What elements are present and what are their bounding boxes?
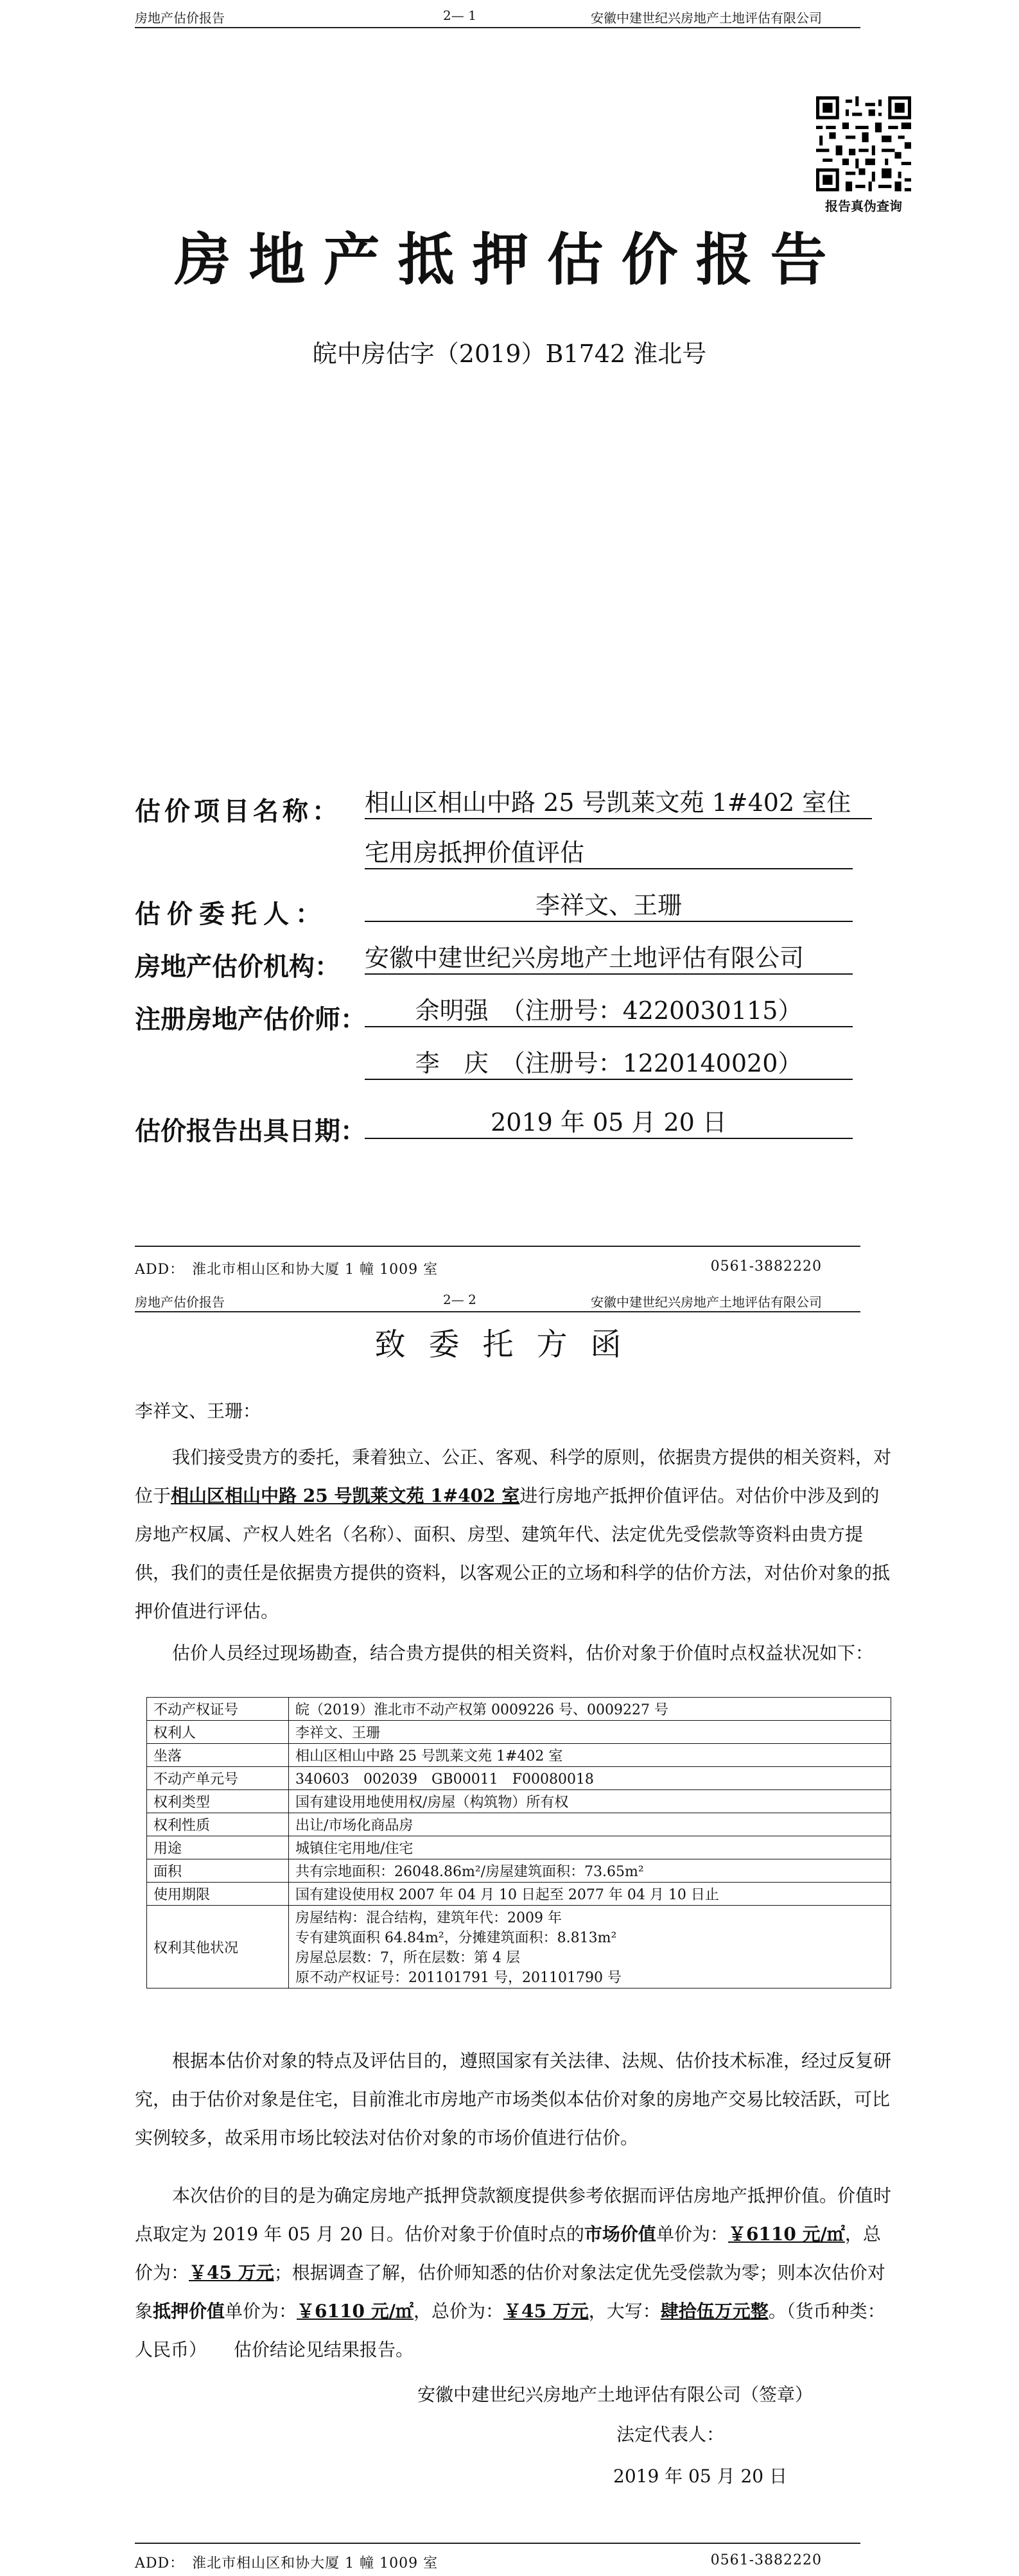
table-row [147, 1721, 891, 1744]
table-key-cell: 使用期限 [147, 1883, 289, 1906]
table-value-cell: 皖（2019）淮北市不动产权第 0009226 号、0009227 号 [289, 1698, 891, 1721]
table-row [147, 1813, 891, 1836]
appraisers-label: 注册房地产估价师： [135, 1005, 366, 1034]
client-label: 估价委托人： [135, 900, 327, 929]
other-rights-line: 原不动产权证号：201101791 号，201101790 号 [295, 1970, 622, 1986]
p4-total-2: ￥45 万元 [503, 2301, 589, 2322]
table-key-cell: 权利其他状况 [147, 1906, 289, 1989]
header-right: 安徽中建世纪兴房地产土地评估有限公司 [591, 10, 822, 26]
p4-unit-price-1: ￥6110 元/㎡ [727, 2224, 845, 2245]
p4-unit-price-2: ￥6110 元/㎡ [297, 2301, 414, 2322]
footer-rule-2 [135, 2543, 860, 2544]
footer-address: ADD： 淮北市相山区和协大厦 1 幢 1009 室 [135, 1262, 439, 1278]
table-row [147, 1859, 891, 1883]
table-key-cell: 坐落 [147, 1744, 289, 1767]
table-value-cell: 李祥文、王珊 [289, 1721, 891, 1744]
other-rights-line: 房屋总层数：7，所在层数：第 4 层 [295, 1950, 520, 1966]
appraisal-agency-value: 安徽中建世纪兴房地产土地评估有限公司 [365, 944, 853, 975]
letter-salutation: 李祥文、王珊： [135, 1400, 261, 1422]
client-value: 李祥文、王珊 [365, 891, 853, 922]
p4-text-b: 单价为： [656, 2224, 728, 2245]
letter-paragraph-2: 估价人员经过现场勘查，结合贵方提供的相关资料，估价对象于价值时点权益状况如下： [172, 1642, 874, 1664]
header-page-number: 2— 1 [443, 8, 476, 23]
appraisal-agency-label: 房地产估价机构： [135, 952, 340, 982]
table-key-cell: 不动产单元号 [147, 1767, 289, 1790]
table-key-cell: 权利类型 [147, 1790, 289, 1813]
report-title: 房地产抵押估价报告 [174, 226, 845, 293]
table-value-cell: 340603 002039 GB00011 F00080018 [289, 1767, 891, 1790]
table-row [147, 1698, 891, 1721]
issue-date-label: 估价报告出具日期： [135, 1117, 366, 1146]
letter-title: 致委托方函 [374, 1327, 645, 1362]
appraiser-1: 余明强 （注册号：4220030115） [365, 996, 853, 1027]
table-value-cell: 城镇住宅用地/住宅 [289, 1836, 891, 1859]
sign-company: 安徽中建世纪兴房地产土地评估有限公司（签章） [417, 2384, 814, 2405]
table-key-cell: 权利性质 [147, 1813, 289, 1836]
p4-text-h: 。（货币种类：人民币） 估价结论见结果报告。 [135, 2301, 885, 2360]
table-row [147, 1767, 891, 1790]
table-value-cell: 出让/市场化商品房 [289, 1813, 891, 1836]
p4-market-value: 市场价值 [584, 2224, 656, 2245]
rights-table [146, 1697, 891, 1989]
p4-text-g: ，大写： [588, 2301, 661, 2322]
p1-address: 相山区相山中路 25 号凯莱文苑 1#402 室 [171, 1485, 520, 1506]
footer-phone-2: 0561-3882220 [710, 2552, 822, 2568]
p4-text-f: ，总价为： [413, 2301, 503, 2322]
report-number: 皖中房估字（2019）B1742 淮北号 [312, 340, 707, 368]
sign-date: 2019 年 05 月 20 日 [613, 2466, 788, 2487]
header-page-number-2: 2— 2 [443, 1292, 476, 1307]
table-value-cell: 相山区相山中路 25 号凯莱文苑 1#402 室 [289, 1744, 891, 1767]
footer-phone: 0561-3882220 [710, 1258, 822, 1275]
footer-2 [135, 2552, 860, 2572]
p4-total-1: ￥45 万元 [189, 2262, 274, 2283]
p1-text-b: 进行房地产抵押价值评估。对估价中涉及到的房地产权属、产权人姓名（名称）、面积、房型、建筑年代、法定优先受偿款等资料由贵方提供，我们的责任是依据贵方提供的资料，以客观公正的立场和科学的估价方法，对估价对象的抵押价值进行评估。 [135, 1485, 891, 1622]
letter-paragraph-4 [135, 2177, 893, 2369]
sign-representative: 法定代表人： [616, 2424, 725, 2445]
table-row [147, 1883, 891, 1906]
header-rule [135, 27, 860, 28]
table-key-cell: 面积 [147, 1859, 289, 1883]
appraiser-2: 李 庆 （注册号：1220140020） [365, 1049, 853, 1080]
footer-1 [135, 1258, 860, 1278]
p4-mortgage-value: 抵押价值 [153, 2301, 225, 2322]
table-row [147, 1744, 891, 1767]
p4-text-d: ；根据调查了解，估价师知悉的估价对象法定优先受偿款为零；则本次估价对象 [135, 2262, 885, 2322]
footer-rule-1 [135, 1246, 860, 1247]
qr-caption: 报告真伪查询 [825, 198, 902, 214]
header-rule-2 [135, 1311, 860, 1312]
table-key-cell: 不动产权证号 [147, 1698, 289, 1721]
header-left: 房地产估价报告 [135, 10, 225, 26]
project-name-label: 估价项目名称： [135, 797, 342, 826]
issue-date-value: 2019 年 05 月 20 日 [365, 1108, 853, 1139]
other-rights-line: 专有建筑面积 64.84m²，分摊建筑面积：8.813m² [295, 1930, 617, 1946]
header-right-2: 安徽中建世纪兴房地产土地评估有限公司 [591, 1294, 822, 1310]
table-value-cell: 国有建设使用权 2007 年 04 月 10 日起至 2077 年 04 月 10 日止 [289, 1883, 891, 1906]
p1-text-a: 我们接受贵方的委托，秉着独立、公正、客观、科学的原则，依据贵方提供的相关资料，对位于 [135, 1447, 892, 1506]
letter-paragraph-3: 根据本估价对象的特点及评估目的，遵照国家有关法律、法规、估价技术标准，经过反复研究，由于估价对象是住宅，目前淮北市房地产市场类似本估价对象的房地产交易比较活跃，可比实例较多，故采用市场比较法对估价对象的市场价值进行估价。 [135, 2050, 892, 2148]
table-value-cell [289, 1906, 891, 1989]
header-left-2: 房地产估价报告 [135, 1294, 225, 1310]
p4-text-e: 单价为： [225, 2301, 297, 2322]
project-name-value-line2: 宅用房抵押价值评估 [365, 839, 853, 869]
project-name-value-line1: 相山区相山中路 25 号凯莱文苑 1#402 室住 [365, 788, 872, 819]
letter-paragraph-1 [135, 1438, 893, 1631]
footer-address-2: ADD： 淮北市相山区和协大厦 1 幢 1009 室 [135, 2555, 439, 2572]
table-row [147, 1906, 891, 1989]
table-row [147, 1790, 891, 1813]
table-key-cell: 用途 [147, 1836, 289, 1859]
p4-capital-amount: 肆拾伍万元整 [660, 2301, 769, 2322]
table-value-cell: 共有宗地面积：26048.86m²/房屋建筑面积：73.65m² [289, 1859, 891, 1883]
p4-text-a: 本次估价的目的是为确定房地产抵押贷款额度提供参考依据而评估房地产抵押价值。价值时点取定为 2019 年 05 月 20 日。估价对象于价值时点的 [135, 2185, 892, 2245]
qr-code-icon[interactable] [816, 96, 911, 191]
table-key-cell: 权利人 [147, 1721, 289, 1744]
table-row [147, 1836, 891, 1859]
other-rights-line: 房屋结构：混合结构，建筑年代：2009 年 [295, 1910, 562, 1926]
table-value-cell: 国有建设用地使用权/房屋（构筑物）所有权 [289, 1790, 891, 1813]
p4-text-c: ，总价为： [135, 2224, 881, 2283]
